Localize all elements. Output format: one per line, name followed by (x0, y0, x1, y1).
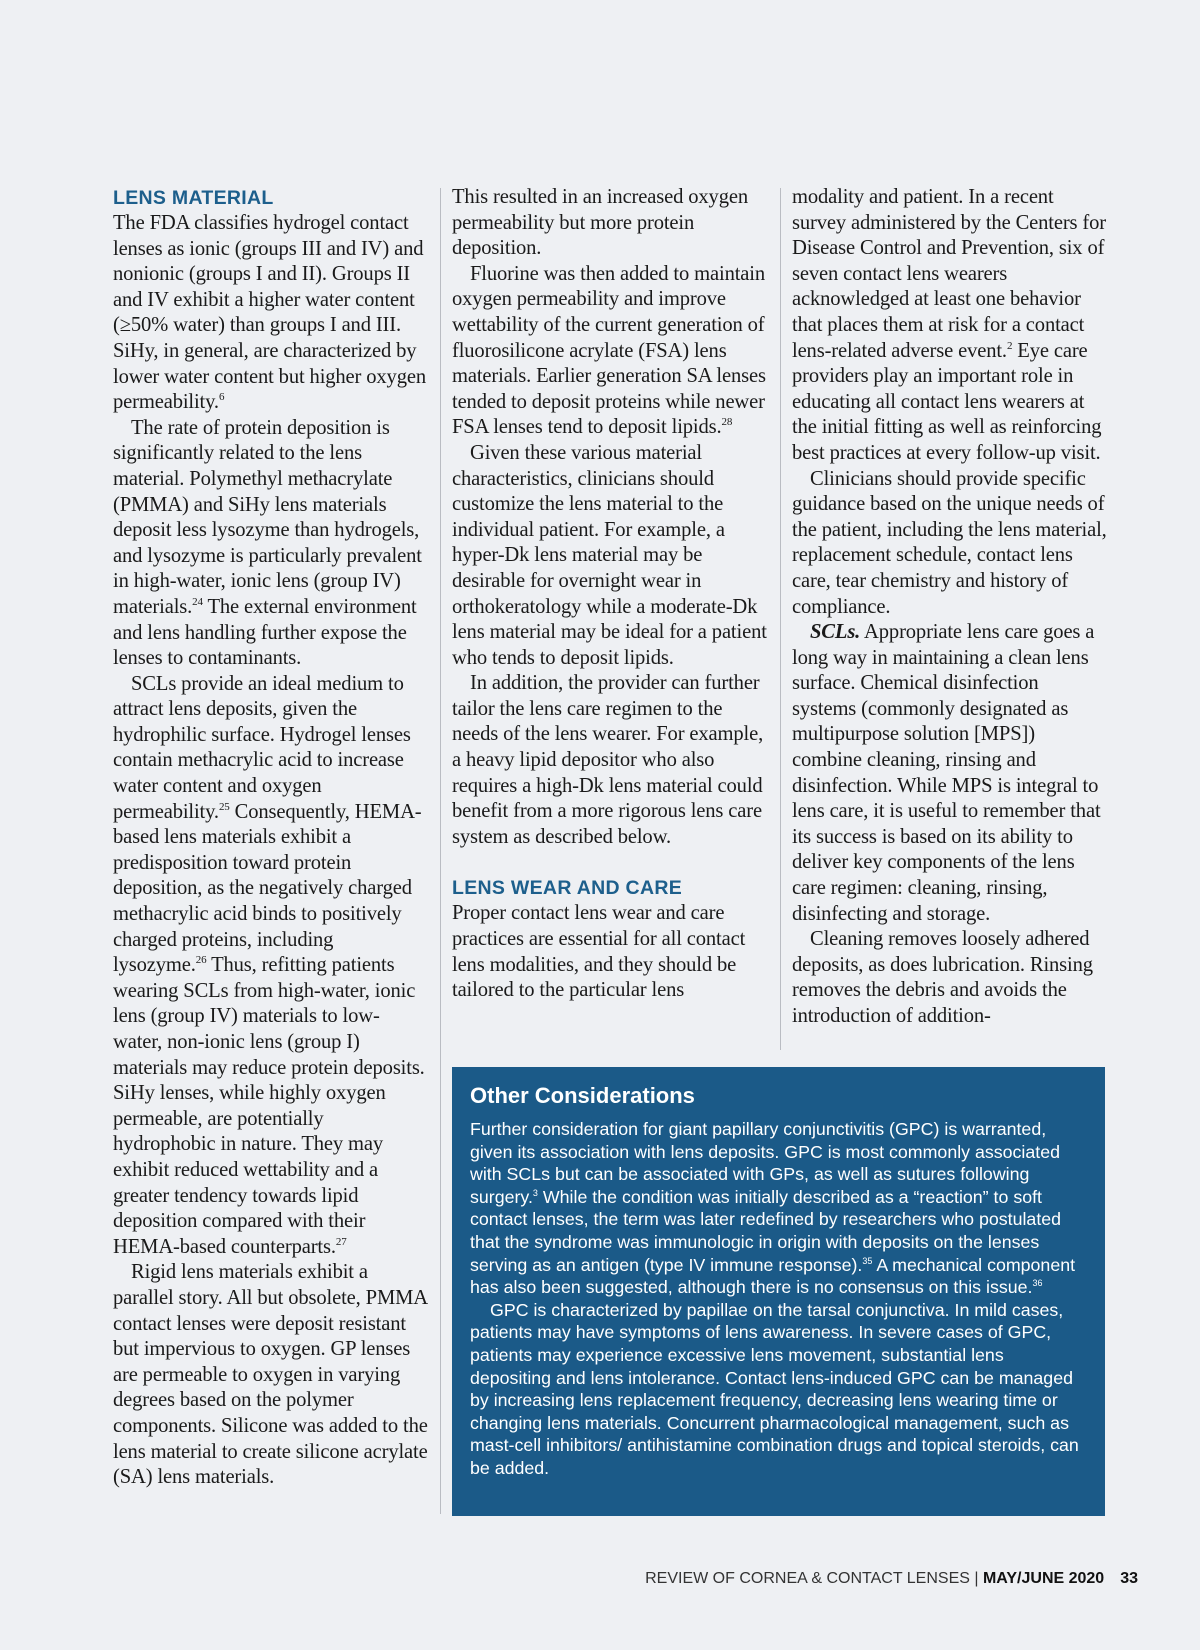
column-divider (440, 188, 441, 1514)
column-3 (792, 185, 1107, 1030)
paragraph: Given these various material characteristics, clinicians should customize the lens material to the individual patient. For example, a hyper-Dk lens material may be desirable for overnight wear in orthokeratology while a moderate-Dk lens material may be ideal for a patient who tends to deposit lipids. (452, 441, 767, 669)
reference: 2 (1006, 339, 1013, 352)
sidebar-other-considerations (452, 1067, 1105, 1516)
reference: 25 (218, 800, 230, 813)
paragraph: This resulted in an increased oxygen permeability but more protein deposition. (452, 186, 748, 260)
page-number: 33 (1120, 1570, 1138, 1587)
reference: 6 (218, 391, 225, 404)
column-divider (780, 188, 781, 1050)
sidebar-paragraph: GPC is characterized by papillae on the tarsal conjunctiva. In mild cases, patients may have symptoms of lens awareness. In severe cases of GPC, patients may experience excessive lens movement, substantial lens depositing and lens intolerance. Contact lens-induced GPC can be managed by increasing lens replacement frequency, decreasing lens wearing time or changing lens materials. Concurrent pharmacological management, such as mast-cell inhibitors/ antihistamine combination drugs and topical steroids, can be added. (470, 1299, 1079, 1478)
paragraph: The rate of protein deposition is significantly related to the lens material. Polymethyl methacrylate (PMMA) and SiHy lens materials deposit less lysozyme than hydrogels, and lysozyme is particularly prevalent in high-water, ionic lens (group IV) materials.$^{24}$ The external environment and lens handling further expose the lenses to contaminants. (113, 416, 422, 670)
sidebar-paragraph: Further consideration for giant papillary conjunctivitis (GPC) is warranted, given its association with lens deposits. GPC is most commonly associated with SCLs but can be associated with GPs, as well as sutures following surgery.$^3$ While the condition was initially described as a “reaction” to soft contact lenses, the term was later redefined by researchers who postulated that the syndrome was immunologic in origin with deposits on the lenses serving as an antigen (type IV immune response).$^{35}$ A mechanical component has also been suggested, although there is no consensus on this issue.$^{36}$ (470, 1119, 1076, 1298)
reference: 36 (1032, 1278, 1043, 1289)
paragraph: SCLs provide an ideal medium to attract lens deposits, given the hydrophilic surface. Hydrogel lenses contain methacrylic acid to increase water content and oxygen permeability.$^{25}$ Consequently, HEMA-based lens materials exhibit a predisposition toward protein deposition, as the negatively charged methacrylic acid binds to positively charged proteins, including lysozyme.$^{26}$ Thus, refitting patients wearing SCLs from high-water, ionic lens (group IV) materials to low-water, non-ionic lens (group I) materials may reduce protein deposits. SiHy lenses, while highly oxygen permeable, are potentially hydrophobic in nature. They may exhibit reduced wettability and a greater tendency towards lipid deposition compared with their HEMA-based counterparts.$^{27}$ (113, 672, 425, 1258)
reference: 35 (862, 1255, 873, 1266)
sidebar-title: Other Considerations (470, 1083, 695, 1108)
section-heading-lens-material: LENS MATERIAL (113, 187, 274, 209)
footer-separator: | (969, 1570, 983, 1587)
reference: 24 (192, 595, 203, 608)
paragraph: Proper contact lens wear and care practices are essential for all contact lens modalities, and they should be tailored to the particular lens (452, 902, 746, 1002)
reference: 26 (195, 954, 207, 967)
page-footer (645, 1570, 1138, 1588)
paragraph: Rigid lens materials exhibit a parallel story. All but obsolete, PMMA contact lenses were deposit resistant but impervious to oxygen. GP lenses are permeable to oxygen in varying degrees based on the polymer components. Silicone was added to the lens material to create silicone acrylate (SA) lens materials. (113, 1261, 428, 1489)
reference: 28 (721, 416, 733, 429)
paragraph: The FDA classifies hydrogel contact lenses as ionic (groups III and IV) and nonionic (groups I and II). Groups II and IV exhibit a higher water content (≥50% water) than groups I and III. SiHy, in general, are characterized by lower water content but higher oxygen permeability.$^6$ (113, 212, 426, 414)
column-1 (113, 185, 428, 1491)
paragraph: Cleaning removes loosely adhered deposits, as does lubrication. Rinsing removes the debris and avoids the introduction of addition- (792, 928, 1093, 1027)
paragraph: In addition, the provider can further tailor the lens care regimen to the needs of the lens wearer. For example, a heavy lipid depositor who also requires a high-Dk lens material could benefit from a more rigorous lens care system as described below. (452, 672, 764, 848)
journal-name: REVIEW OF CORNEA & CONTACT LENSES (645, 1570, 970, 1587)
column-2 (452, 185, 770, 1004)
paragraph: SCLs. Appropriate lens care goes a long way in maintaining a clean lens surface. Chemical disinfection systems (commonly designated as multipurpose solution [MPS]) combine cleaning, rinsing and disinfection. While MPS is integral to lens care, it is useful to remember that its success is based on its ability to deliver key components of the lens care regimen: cleaning, rinsing, disinfecting and storage. (792, 621, 1101, 925)
paragraph: modality and patient. In a recent survey administered by the Centers for Disease Control and Prevention, six of seven contact lens wearers acknowledged at least one behavior that places them at risk for a contact lens-related adverse event.$^2$ Eye care providers play an important role in educating all contact lens wearers at the initial fitting as well as reinforcing best practices at every follow-up visit. (792, 186, 1106, 464)
paragraph: Fluorine was then added to maintain oxygen permeability and improve wettability of the current generation of fluorosilicone acrylate (FSA) lens materials. Earlier generation SA lenses tended to deposit proteins while newer FSA lenses tend to deposit lipids.$^{28}$ (452, 262, 766, 439)
paragraph: Clinicians should provide specific guidance based on the unique needs of the patient, including the lens material, replacement schedule, contact lens care, tear chemistry and history of compliance. (792, 467, 1107, 618)
reference: 27 (335, 1235, 347, 1248)
section-heading-lens-wear-and-care: LENS WEAR AND CARE (452, 877, 683, 900)
subhead-scls: SCLs. (810, 621, 861, 644)
reference: 3 (532, 1187, 538, 1198)
issue-date: MAY/JUNE 2020 (982, 1570, 1105, 1587)
